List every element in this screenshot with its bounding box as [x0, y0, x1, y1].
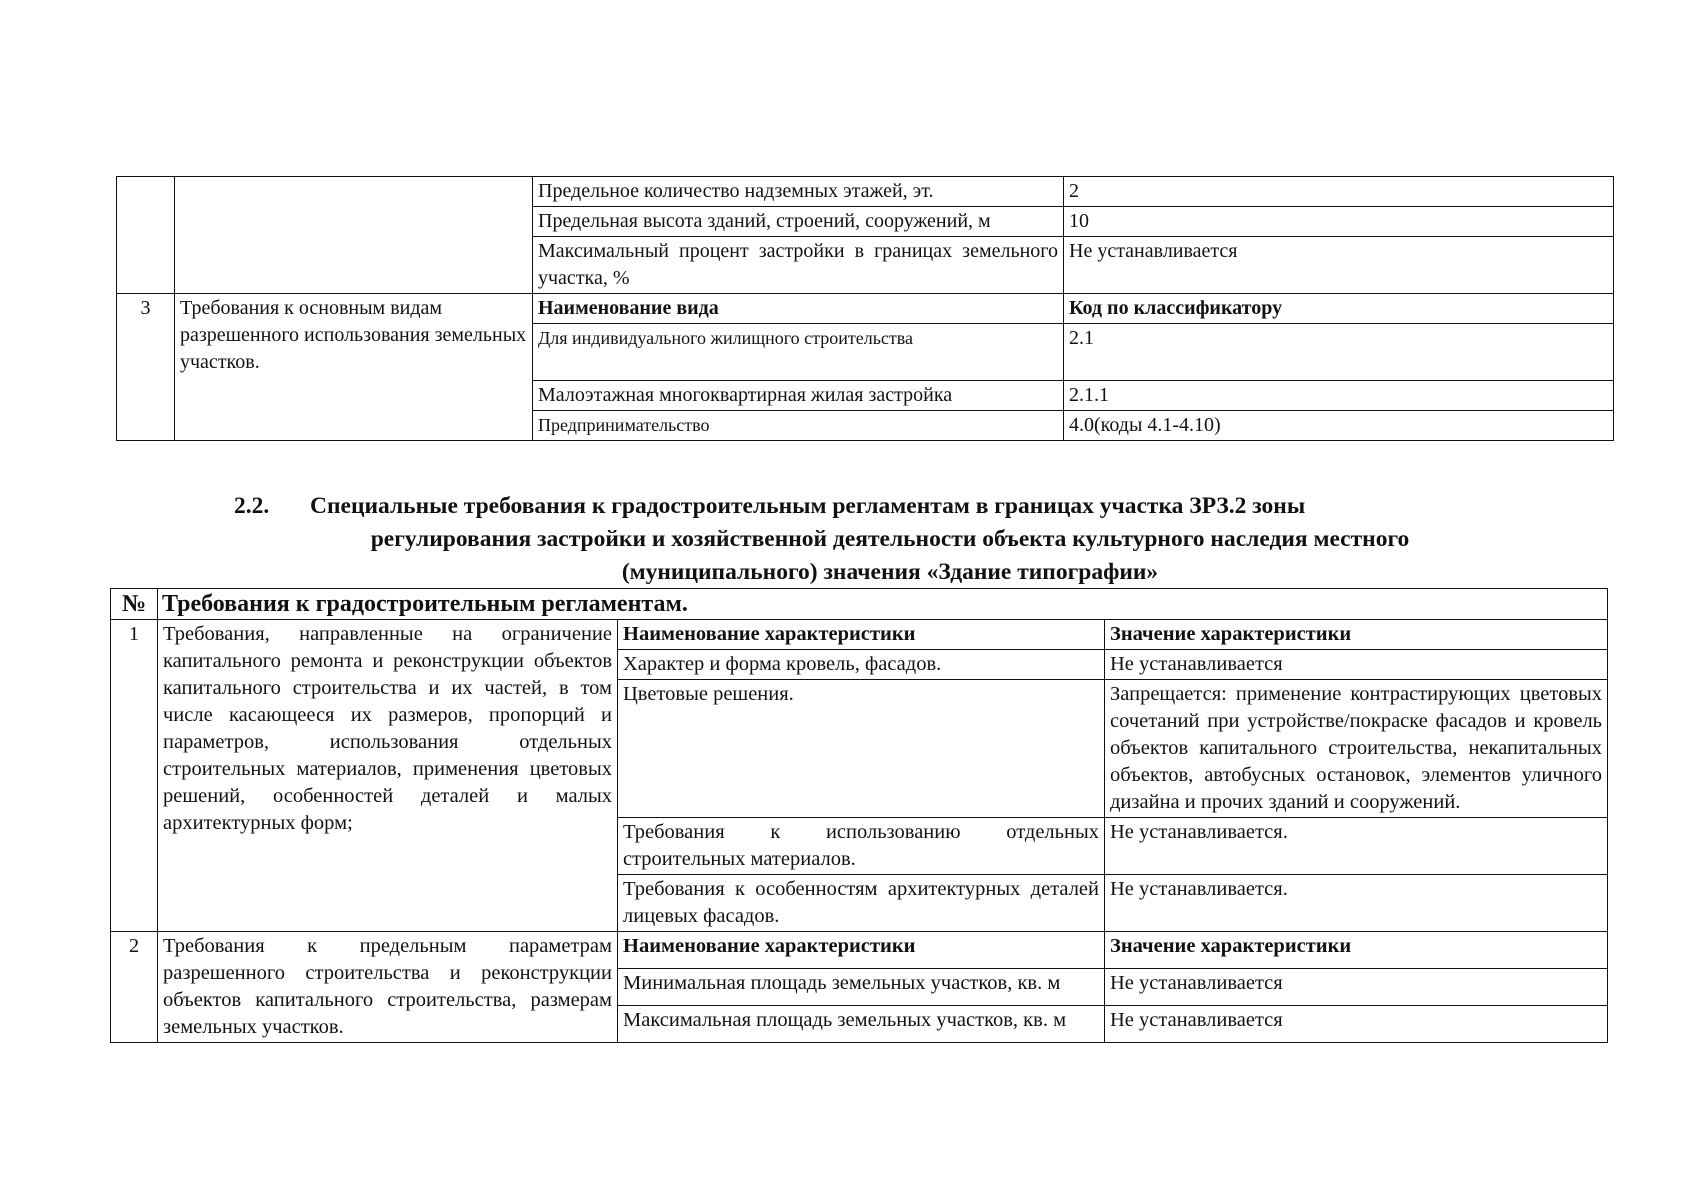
row-number: 3 [117, 294, 175, 441]
table-cell-num [117, 177, 175, 294]
section-heading [190, 490, 1590, 589]
param-label: Максимальный процент застройки в границах земельного участка, % [533, 237, 1064, 294]
column-header-name: Наименование вида [533, 294, 1064, 324]
column-header-value: Значение характеристики [1105, 620, 1608, 650]
use-name: Для индивидуального жилищного строительства [533, 324, 1064, 381]
use-code: 2.1 [1064, 324, 1614, 381]
param-label: Предельное количество надземных этажей, эт. [533, 177, 1064, 207]
section-number: 2.2. [234, 493, 270, 519]
param-value: 2 [1064, 177, 1614, 207]
use-name: Малоэтажная многоквартирная жилая застройка [533, 381, 1064, 411]
param-label: Предельная высота зданий, строений, сооружений, м [533, 207, 1064, 237]
characteristic-name: Цветовые решения. [618, 680, 1105, 818]
section-title-line1: Специальные требования к градостроительным регламентам в границах участка ЗРЗ.2 зоны [310, 493, 1306, 519]
column-header-code: Код по классификатору [1064, 294, 1614, 324]
section-title-line3: (муниципального) значения «Здание типографии» [621, 559, 1159, 585]
characteristic-name: Требования к особенностям архитектурных деталей лицевых фасадов. [618, 875, 1105, 932]
characteristic-value: Не устанавливается [1105, 1006, 1608, 1043]
header-number: № [111, 589, 158, 620]
header-title: Требования к градостроительным регламентам. [158, 589, 1608, 620]
requirement-text: Требования к основным видам разрешенного использования земельных участков. [175, 294, 533, 441]
table-row [111, 932, 1608, 969]
table-special-requirements [110, 588, 1608, 1043]
column-header-name: Наименование характеристики [618, 932, 1105, 969]
table-row [111, 620, 1608, 650]
row-number: 2 [111, 932, 158, 1043]
characteristic-name: Минимальная площадь земельных участков, кв. м [618, 969, 1105, 1006]
table-row [117, 294, 1614, 324]
characteristic-value: Запрещается: применение контрастирующих цветовых сочетаний при устройстве/покраске фасадов и кровель объектов капитального строительства, некапитальных объектов, автобусных остановок, элементов уличного дизайна и прочих зданий и сооружений. [1105, 680, 1608, 818]
characteristic-name: Требования к использованию отдельных строительных материалов. [618, 818, 1105, 875]
use-name: Предпринимательство [533, 411, 1064, 441]
characteristic-value: Не устанавливается. [1105, 875, 1608, 932]
characteristic-value: Не устанавливается [1105, 969, 1608, 1006]
characteristic-name: Характер и форма кровель, фасадов. [618, 650, 1105, 680]
table-row [117, 177, 1614, 207]
use-code: 2.1.1 [1064, 381, 1614, 411]
param-value: Не устанавливается [1064, 237, 1614, 294]
requirement-text: Требования к предельным параметрам разрешенного строительства и реконструкции объектов капитального строительства, размерам земельных участков. [158, 932, 618, 1043]
column-header-value: Значение характеристики [1105, 932, 1608, 969]
requirement-text: Требования, направленные на ограничение капитального ремонта и реконструкции объектов капитального строительства и их частей, в том числе касающееся их размеров, пропорций и параметров, использования отдельных строительных материалов, применения цветовых решений, особенностей деталей и малых архитектурных форм; [158, 620, 618, 932]
table-cell-requirement [175, 177, 533, 294]
row-number: 1 [111, 620, 158, 932]
column-header-name: Наименование характеристики [618, 620, 1105, 650]
characteristic-value: Не устанавливается. [1105, 818, 1608, 875]
section-title-line2: регулирования застройки и хозяйственной деятельности объекта культурного наследия местного [370, 526, 1410, 552]
table-upper [116, 176, 1614, 441]
table-header-row [111, 589, 1608, 620]
param-value: 10 [1064, 207, 1614, 237]
characteristic-name: Максимальная площадь земельных участков, кв. м [618, 1006, 1105, 1043]
characteristic-value: Не устанавливается [1105, 650, 1608, 680]
use-code: 4.0(коды 4.1-4.10) [1064, 411, 1614, 441]
